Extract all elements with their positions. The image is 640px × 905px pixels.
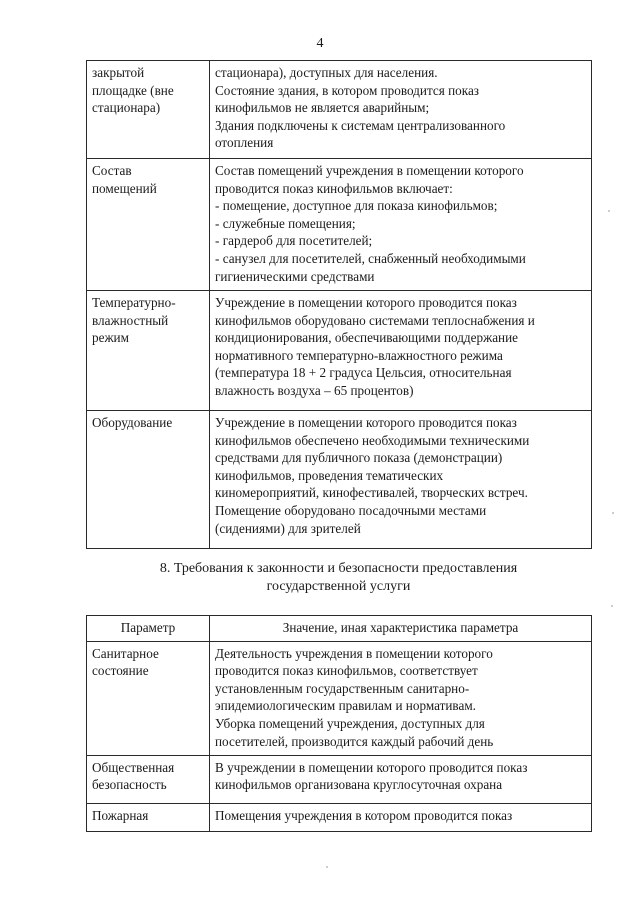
scan-speck	[612, 512, 614, 514]
param-cell	[87, 755, 210, 803]
cell-line: режим	[92, 330, 129, 346]
cell-line: кондиционирования, обеспечивающими поддержание	[215, 330, 519, 346]
scan-speck	[611, 605, 613, 607]
cell-line: влажностный	[92, 312, 169, 328]
cell-line: закрытой	[92, 65, 145, 80]
param-cell	[87, 641, 210, 755]
value-cell	[210, 61, 592, 159]
column-header-value: Значение, иная характеристика параметра	[210, 616, 592, 642]
cell-line: состояние	[92, 663, 149, 679]
cell-line: кинофильмов оборудовано системами теплоснабжения и	[215, 312, 535, 328]
cell-line: Температурно-	[92, 295, 176, 310]
cell-line: Деятельность учреждения в помещении которого	[215, 645, 493, 661]
cell-line: киномероприятий, кинофестивалей, творческих встреч.	[215, 485, 528, 501]
scan-speck	[608, 210, 610, 212]
cell-line: Состав	[92, 163, 132, 178]
cell-line: площадке (вне	[92, 82, 174, 98]
cell-line: установленным государственным санитарно-	[215, 680, 470, 696]
table-row	[87, 61, 592, 159]
value-cell	[210, 291, 592, 411]
value-cell	[210, 803, 592, 831]
cell-line: эпидемиологическим правилам и нормативам.	[215, 698, 476, 714]
cell-line: (сидениями) для зрителей	[215, 520, 361, 536]
cell-line: кинофильмов, проведения тематических	[215, 467, 444, 483]
cell-line: кинофильмов не является аварийным;	[215, 100, 430, 116]
value-cell	[210, 641, 592, 755]
cell-line: Здания подключены к системам централизованного	[215, 117, 506, 133]
cell-line: кинофильмов организована круглосуточная охрана	[215, 777, 503, 793]
cell-line: Помещение оборудовано посадочными местами	[215, 502, 487, 518]
cell-line: Общественная	[92, 759, 175, 775]
cell-line: стационара), доступных для населения.	[215, 65, 438, 80]
parameters-table-continued	[86, 60, 592, 549]
cell-line: влажность воздуха – 65 процентов)	[215, 382, 414, 398]
table-row	[87, 803, 592, 831]
cell-line: - гардероб для посетителей;	[215, 233, 373, 249]
section-heading	[86, 560, 591, 596]
param-cell	[87, 411, 210, 549]
cell-line: гигиеническими средствами	[215, 268, 375, 284]
cell-line: Уборка помещений учреждения, доступных для	[215, 715, 485, 731]
cell-line: средствами для публичного показа (демонстрации)	[215, 450, 503, 466]
cell-line: Помещения учреждения в котором проводится показ	[215, 807, 513, 823]
table-row	[87, 641, 592, 755]
page-number: 4	[316, 36, 324, 51]
param-cell	[87, 803, 210, 831]
cell-line: Состояние здания, в котором проводится показ	[215, 82, 480, 98]
cell-line: безопасность	[92, 777, 167, 793]
scan-speck	[326, 866, 328, 868]
cell-line: - служебные помещения;	[215, 215, 356, 231]
cell-line: проводится показ кинофильмов включает:	[215, 180, 453, 196]
section-heading-line: 8. Требования к законности и безопасности предоставления	[159, 561, 518, 576]
table-row	[87, 755, 592, 803]
column-header-parameter: Параметр	[87, 616, 210, 642]
cell-line: нормативного температурно-влажностного режима	[215, 347, 503, 363]
cell-line: отопления	[215, 135, 274, 151]
cell-line: - помещение, доступное для показа кинофильмов;	[215, 198, 498, 214]
cell-line: проводится показ кинофильмов, соответствует	[215, 663, 478, 679]
value-cell	[210, 411, 592, 549]
section-heading-line: государственной услуги	[266, 579, 411, 594]
param-cell	[87, 61, 210, 159]
cell-line: В учреждении в помещении которого проводится показ	[215, 759, 528, 775]
cell-line: Санитарное	[92, 645, 159, 661]
cell-line: Учреждение в помещении которого проводится показ	[215, 415, 517, 430]
table-header-row	[87, 616, 592, 642]
param-cell	[87, 291, 210, 411]
cell-line: стационара)	[92, 100, 161, 116]
cell-line: - санузел для посетителей, снабженный необходимыми	[215, 250, 526, 266]
cell-line: Учреждение в помещении которого проводится показ	[215, 295, 517, 310]
table-row	[87, 411, 592, 549]
safety-requirements-table	[86, 615, 592, 832]
cell-line: Состав помещений учреждения в помещении которого	[215, 163, 524, 178]
cell-line: (температура 18 + 2 градуса Цельсия, относительная	[215, 365, 512, 381]
cell-line: Пожарная	[92, 807, 149, 823]
cell-line: кинофильмов обеспечено необходимыми техническими	[215, 432, 530, 448]
value-cell	[210, 159, 592, 291]
param-cell	[87, 159, 210, 291]
table-row	[87, 291, 592, 411]
table-row	[87, 159, 592, 291]
value-cell	[210, 755, 592, 803]
cell-line: Оборудование	[92, 415, 173, 430]
cell-line: посетителей, производится каждый рабочий день	[215, 733, 494, 749]
cell-line: помещений	[92, 180, 157, 196]
